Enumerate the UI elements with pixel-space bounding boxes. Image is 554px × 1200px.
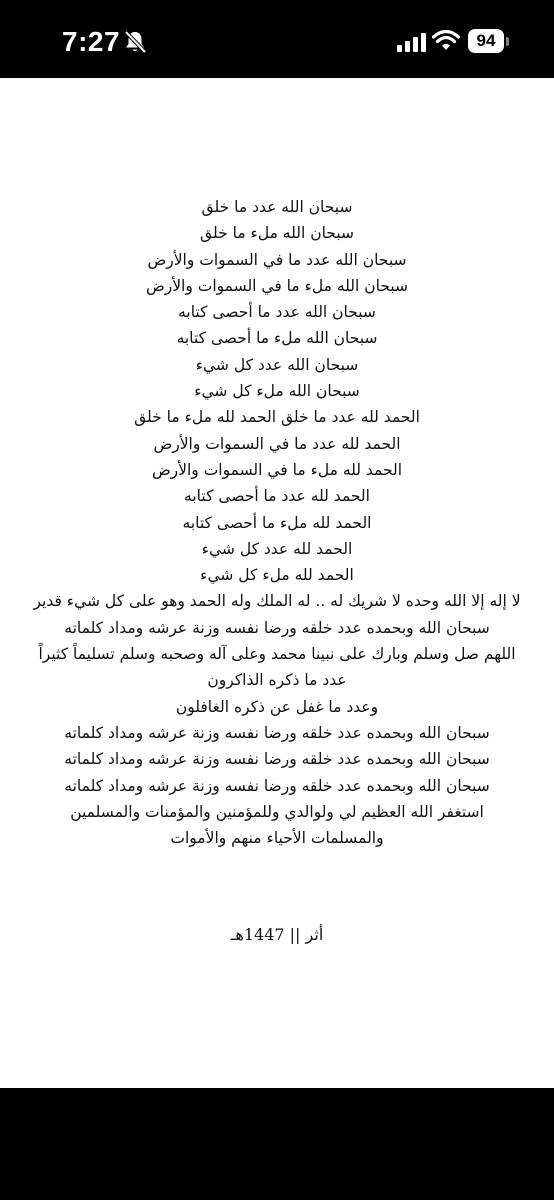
dhikr-line: الحمد لله عدد ما خلق الحمد لله ملء ما خلق — [134, 408, 420, 427]
dhikr-line: الحمد لله ملء ما أحصى كتابه — [182, 513, 372, 532]
dhikr-line: الحمد لله عدد ما أحصى كتابه — [184, 487, 370, 506]
dhikr-line: سبحان الله وبحمده عدد خلقه ورضا نفسه وزنة عرشه ومداد كلماته — [64, 750, 490, 769]
dhikr-line: استغفر الله العظيم لي ولوالدي وللمؤمنين والمؤمنات والمسلمين — [70, 802, 484, 821]
document-page — [0, 78, 554, 1088]
dhikr-line: سبحان الله ملء ما أحصى كتابه — [176, 329, 378, 348]
status-time: 7:27 — [62, 26, 121, 57]
dhikr-line: الحمد لله عدد كل شيء — [201, 539, 353, 558]
bottom-bar — [0, 1088, 554, 1200]
battery-tip — [506, 37, 509, 46]
dhikr-line: سبحان الله عدد ما أحصى كتابه — [178, 303, 376, 322]
status-bar — [0, 0, 554, 78]
dhikr-line: وعدد ما غفل عن ذكره الغافلون — [175, 697, 379, 716]
dhikr-text-block — [0, 194, 554, 851]
signature: أثر || 1447هـ — [230, 925, 324, 944]
dhikr-line: عدد ما ذكره الذاكرون — [207, 671, 347, 690]
dhikr-line: سبحان الله ملء ما في السموات والأرض — [145, 276, 409, 295]
battery-icon: 94 — [468, 29, 504, 53]
dhikr-line: الحمد لله ملء ما في السموات والأرض — [151, 460, 403, 479]
dhikr-line: سبحان الله عدد ما خلق — [201, 198, 353, 216]
wifi-icon — [432, 30, 460, 52]
cellular-signal-icon — [396, 32, 428, 52]
dhikr-line: سبحان الله وبحمده عدد خلقه ورضا نفسه وزنة عرشه ومداد كلماته — [64, 618, 490, 637]
dhikr-line: اللهم صل وسلم وبارك على نبينا محمد وعلى آله وصحبه وسلم تسليماً كثيراً — [38, 645, 516, 664]
dhikr-line: والمسلمات الأحياء منهم والأموات — [170, 829, 384, 848]
dhikr-line: سبحان الله ملء ما خلق — [200, 224, 354, 243]
dhikr-line: سبحان الله عدد كل شيء — [195, 355, 359, 374]
dhikr-line: سبحان الله وبحمده عدد خلقه ورضا نفسه وزنة عرشه ومداد كلماته — [64, 723, 490, 742]
dhikr-line: سبحان الله ملء كل شيء — [194, 382, 360, 401]
dhikr-line: الحمد لله عدد ما في السموات والأرض — [153, 434, 401, 453]
dhikr-line: سبحان الله وبحمده عدد خلقه ورضا نفسه وزنة عرشه ومداد كلماته — [64, 776, 490, 795]
dhikr-line: سبحان الله عدد ما في السموات والأرض — [147, 250, 407, 269]
bell-slash-icon — [122, 29, 148, 55]
dhikr-line: لا إله إلا الله وحده لا شريك له .. له الملك وله الحمد وهو على كل شيء قدير — [33, 592, 521, 611]
dhikr-line: الحمد لله ملء كل شيء — [200, 566, 354, 585]
